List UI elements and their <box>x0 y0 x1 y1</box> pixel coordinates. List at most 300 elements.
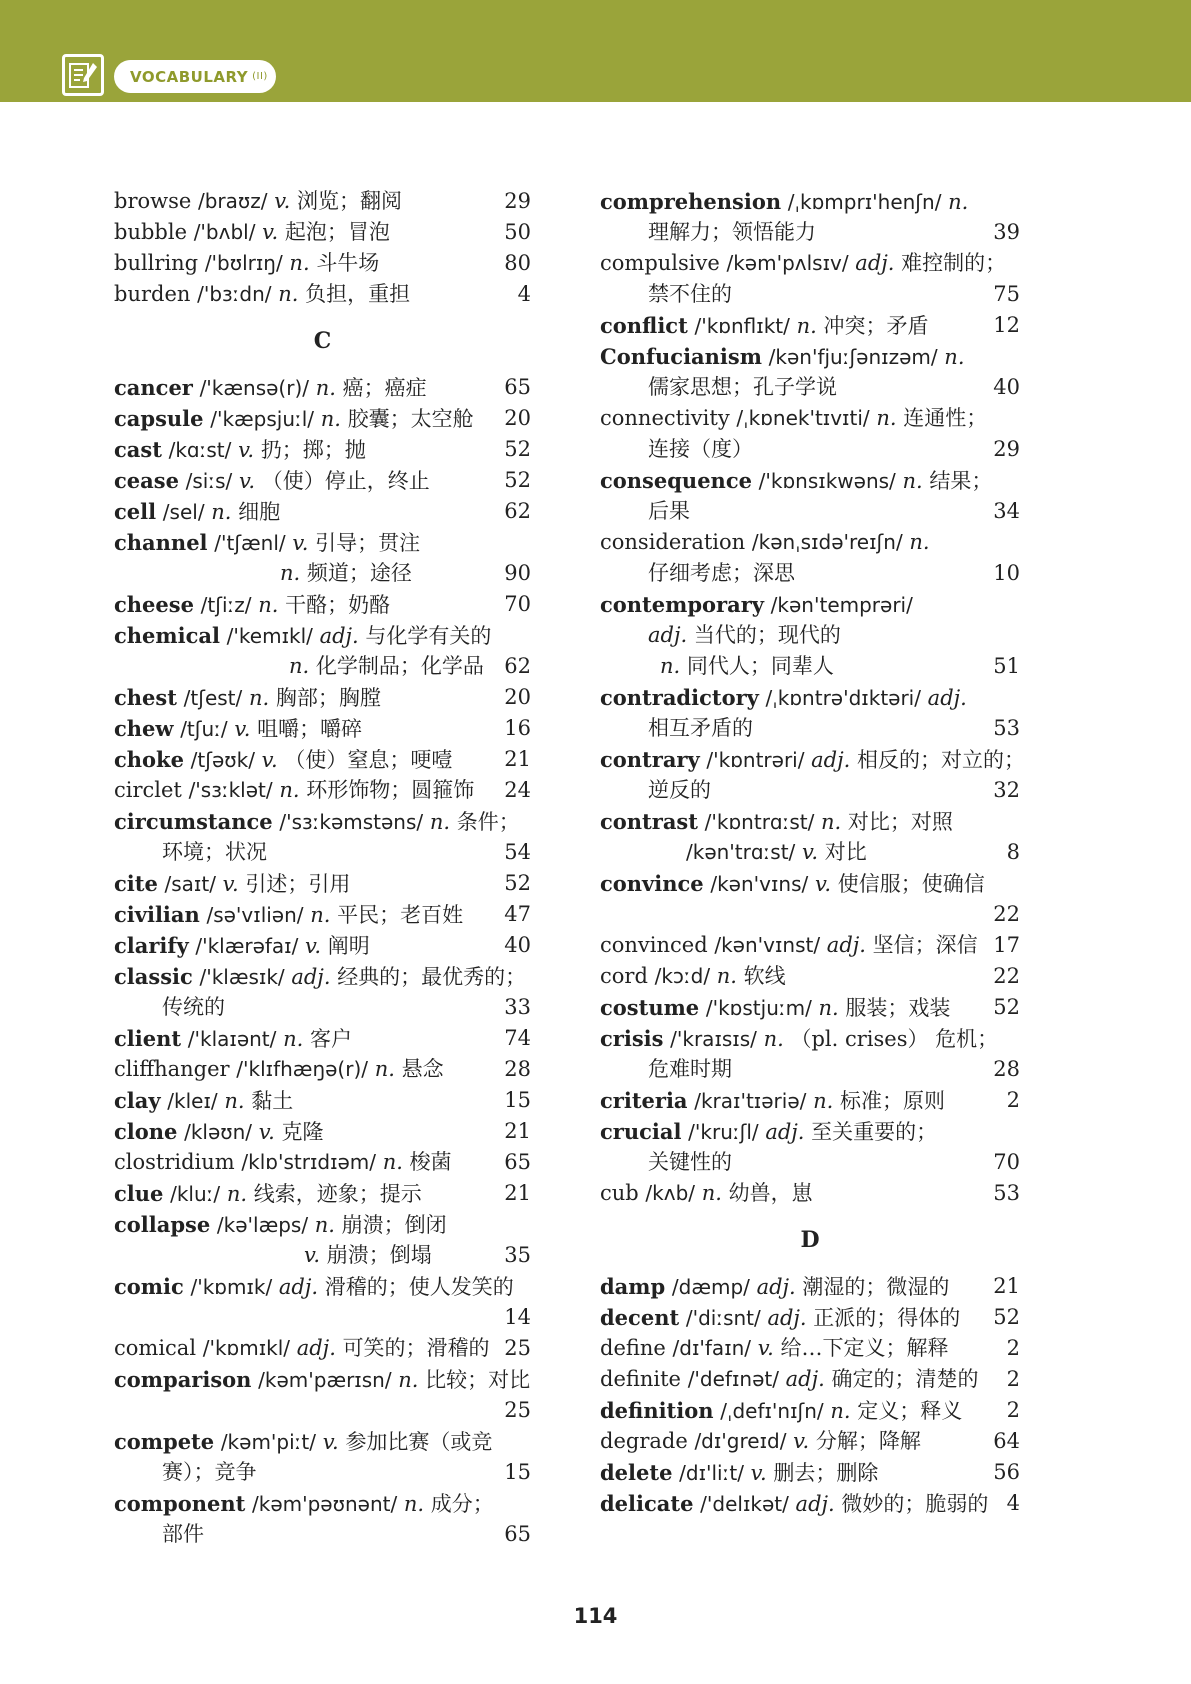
phonetic: /kləʊn/ <box>184 1120 253 1144</box>
phonetic: /dɪ'faɪn/ <box>672 1336 752 1360</box>
headword: browse <box>114 189 192 213</box>
phonetic: /saɪt/ <box>164 872 216 896</box>
definition: （使）停止，终止 <box>261 469 430 493</box>
glossary-entry <box>600 1116 1020 1147</box>
page-ref: 22 <box>993 964 1020 988</box>
part-of-speech: n. <box>821 810 842 834</box>
glossary-entry <box>600 1178 1020 1209</box>
headword: contemporary <box>600 592 764 617</box>
headword: define <box>600 1336 666 1360</box>
definition: 参加比赛（或竞 <box>345 1430 493 1454</box>
page-ref: 70 <box>993 1150 1020 1174</box>
definition: 潮湿的；微湿的 <box>802 1275 950 1299</box>
glossary-entry <box>114 868 531 899</box>
glossary-entry <box>600 682 1020 713</box>
definition: 幼兽，崽 <box>728 1181 813 1205</box>
definition: 平民；老百姓 <box>337 903 464 927</box>
definition: 关键性的 <box>648 1150 732 1174</box>
definition: 干酪；奶酪 <box>285 593 391 617</box>
definition: 冲突；矛盾 <box>823 314 929 338</box>
part-of-speech: v. <box>814 872 832 896</box>
entry-continuation <box>600 620 1020 651</box>
section-heading: C <box>313 328 332 354</box>
headword: chemical <box>114 623 220 648</box>
page-ref: 21 <box>504 747 531 771</box>
definition: 分解；降解 <box>815 1429 921 1453</box>
glossary-entry <box>114 248 531 279</box>
page-ref: 40 <box>993 375 1020 399</box>
glossary-entry <box>114 1116 531 1147</box>
phonetic: /ˌkɒntrə'dɪktəri/ <box>765 686 921 710</box>
glossary-entry <box>600 744 1025 775</box>
part-of-speech: n. <box>314 1213 335 1237</box>
part-of-speech: n. <box>830 1399 851 1423</box>
headword: compulsive <box>600 251 720 275</box>
headword: comprehension <box>600 189 782 214</box>
headword: chew <box>114 716 174 741</box>
headword: component <box>114 1491 246 1516</box>
part-of-speech: v. <box>322 1430 339 1454</box>
definition: 滑稽的；使人发笑的 <box>324 1275 514 1299</box>
part-of-speech: adj. <box>296 1336 336 1360</box>
page-ref: 14 <box>504 1305 531 1329</box>
phonetic: /dɪ'greɪd/ <box>694 1429 787 1453</box>
headword: cord <box>600 964 648 988</box>
page-ref: 52 <box>993 1305 1020 1329</box>
page-ref: 21 <box>504 1181 531 1205</box>
definition: 赛）；竞争 <box>162 1460 257 1484</box>
headword: criteria <box>600 1088 688 1113</box>
page-ref: 90 <box>504 561 531 585</box>
part-of-speech: adj. <box>785 1367 825 1391</box>
page-ref: 12 <box>993 313 1020 337</box>
section-heading: D <box>800 1227 820 1253</box>
page-ref: 52 <box>504 871 531 895</box>
headword: client <box>114 1026 182 1051</box>
page-ref: 28 <box>504 1057 531 1081</box>
page-ref: 29 <box>993 437 1020 461</box>
part-of-speech: n. <box>258 593 279 617</box>
headword: cell <box>114 499 157 524</box>
glossary-entry <box>600 1426 1020 1457</box>
headword: clostridium <box>114 1150 235 1174</box>
glossary-entry <box>600 403 1020 434</box>
definition: 坚信；深信 <box>872 933 978 957</box>
page-ref: 75 <box>993 282 1020 306</box>
glossary-entry <box>114 1023 531 1054</box>
glossary-entry <box>114 1364 531 1395</box>
definition: 黏土 <box>251 1089 294 1113</box>
phonetic: /'kɒnflɪkt/ <box>694 314 790 338</box>
phonetic: /'bɜːdn/ <box>197 282 272 306</box>
page-ref: 47 <box>504 902 531 926</box>
definition: 给…下定义；解释 <box>780 1336 949 1360</box>
glossary-entry <box>600 961 1020 992</box>
definition: 化学制品；化学品 <box>315 654 484 678</box>
page-ref: 62 <box>504 654 531 678</box>
phonetic: /kɔːd/ <box>654 964 711 988</box>
phonetic: /'kemɪkl/ <box>226 624 313 648</box>
headword: clue <box>114 1181 164 1206</box>
right-column <box>600 186 1025 1519</box>
definition: 当代的；现代的 <box>693 623 841 647</box>
part-of-speech: v. <box>750 1461 767 1485</box>
glossary-entry <box>114 279 531 310</box>
glossary-entry <box>114 682 531 713</box>
page-ref: 34 <box>993 499 1020 523</box>
headword: connectivity <box>600 406 730 430</box>
part-of-speech: adj. <box>756 1275 796 1299</box>
entry-continuation <box>600 558 1020 589</box>
section-label-suffix: (II) <box>252 71 268 82</box>
entry-continuation <box>600 713 1020 744</box>
definition: 悬念 <box>401 1057 444 1081</box>
part-of-speech: adj. <box>795 1492 835 1516</box>
part-of-speech: n. <box>944 345 965 369</box>
glossary-entry <box>114 589 531 620</box>
phonetic: /kleɪ/ <box>167 1089 218 1113</box>
glossary-entry <box>114 775 531 806</box>
phonetic: /tʃest/ <box>183 686 243 710</box>
page-ref: 65 <box>504 1150 531 1174</box>
part-of-speech: v. <box>793 1429 810 1453</box>
glossary-entry <box>114 1147 531 1178</box>
headword: contrast <box>600 809 698 834</box>
headword: chest <box>114 685 177 710</box>
part-of-speech: n. <box>315 376 336 400</box>
glossary-entry <box>114 1333 531 1364</box>
part-of-speech: n. <box>818 996 839 1020</box>
phonetic: /'klaɪənt/ <box>187 1027 277 1051</box>
phonetic: /'kɒmɪk/ <box>190 1275 273 1299</box>
definition: 频道；途径 <box>306 561 412 585</box>
glossary-entry <box>600 341 1020 372</box>
phonetic: /ˌkɒmprɪ'henʃn/ <box>787 190 942 214</box>
part-of-speech: n. <box>902 469 923 493</box>
part-of-speech: adj. <box>927 686 967 710</box>
glossary-entry <box>114 527 531 558</box>
page-ref: 80 <box>504 251 531 275</box>
phonetic: /klɒ'strɪdɪəm/ <box>241 1150 377 1174</box>
phonetic: /kən'temprəri/ <box>770 593 913 617</box>
definition: 逆反的 <box>648 778 711 802</box>
definition: 斗牛场 <box>316 251 380 275</box>
definition: 对比；对照 <box>847 810 953 834</box>
definition: 同代人；同辈人 <box>686 654 834 678</box>
part-of-speech: n. <box>813 1089 834 1113</box>
phonetic: /tʃuː/ <box>180 717 228 741</box>
phonetic: /siːs/ <box>185 469 233 493</box>
part-of-speech: adj. <box>855 251 895 275</box>
page-ref: 16 <box>504 716 531 740</box>
definition: 相互矛盾的 <box>648 716 753 740</box>
definition: 危难时期 <box>648 1057 732 1081</box>
headword: definition <box>600 1398 714 1423</box>
phonetic: /'tʃænl/ <box>214 531 286 555</box>
phonetic: /'kruːʃl/ <box>688 1120 759 1144</box>
definition: 梭菌 <box>409 1150 452 1174</box>
entry-continuation <box>600 651 1020 682</box>
page-ref: 70 <box>504 592 531 616</box>
phonetic: /'kɒntrɑːst/ <box>704 810 815 834</box>
page-ref: 53 <box>993 716 1020 740</box>
definition: （使）窒息；哽噎 <box>284 748 453 772</box>
headword: consequence <box>600 468 752 493</box>
definition: 环形饰物；圆箍饰 <box>306 778 475 802</box>
page-ref: 4 <box>517 282 531 306</box>
phonetic: /sə'vɪliən/ <box>206 903 304 927</box>
headword: clone <box>114 1119 178 1144</box>
entry-continuation <box>114 1519 531 1550</box>
glossary-entry <box>600 868 1020 899</box>
page-ref: 35 <box>504 1243 531 1267</box>
headword: convinced <box>600 933 708 957</box>
part-of-speech: v. <box>258 1120 275 1144</box>
phonetic: /'kænsə(r)/ <box>199 376 309 400</box>
part-of-speech: adj. <box>811 748 851 772</box>
headword: cancer <box>114 375 193 400</box>
glossary-entry <box>600 589 1020 620</box>
part-of-speech: adj. <box>767 1306 807 1330</box>
section-label-text: VOCABULARY <box>130 67 249 86</box>
glossary-entry <box>114 403 531 434</box>
headword: choke <box>114 747 184 772</box>
glossary-entry <box>114 744 531 775</box>
definition: 经典的；最优秀的； <box>337 965 527 989</box>
headword: capsule <box>114 406 204 431</box>
glossary-entry <box>114 899 531 930</box>
headword: definite <box>600 1367 681 1391</box>
glossary-entry <box>114 465 531 496</box>
headword: convince <box>600 871 704 896</box>
definition: 阐明 <box>327 934 370 958</box>
entry-continuation <box>600 1054 1020 1085</box>
page-ref: 24 <box>504 778 531 802</box>
phonetic: /kən'vɪnst/ <box>714 933 821 957</box>
glossary-entry <box>114 1426 531 1457</box>
headword: cease <box>114 468 179 493</box>
phonetic: /'defɪnət/ <box>687 1367 779 1391</box>
phonetic: /'sɜːklət/ <box>188 778 273 802</box>
entry-continuation <box>600 279 1020 310</box>
glossary-entry <box>600 186 1020 217</box>
definition: 细胞 <box>238 500 281 524</box>
definition: 客户 <box>309 1027 352 1051</box>
page-ref: 54 <box>504 840 531 864</box>
part-of-speech: n. <box>701 1181 722 1205</box>
left-column <box>114 186 531 1550</box>
definition: 仔细考虑；深思 <box>648 561 795 585</box>
definition: 咀嚼；嚼碎 <box>257 717 363 741</box>
headword: crucial <box>600 1119 682 1144</box>
part-of-speech: n. <box>280 561 301 585</box>
phonetic: /braʊz/ <box>198 189 268 213</box>
page-ref: 25 <box>504 1336 531 1360</box>
definition: 禁不住的 <box>648 282 732 306</box>
phonetic: /dæmp/ <box>671 1275 750 1299</box>
definition: 至关重要的； <box>811 1120 938 1144</box>
part-of-speech: v. <box>222 872 239 896</box>
definition: 服装；戏装 <box>845 996 951 1020</box>
page-ref: 25 <box>504 1398 531 1422</box>
page-ref: 33 <box>504 995 531 1019</box>
part-of-speech: n. <box>909 530 930 554</box>
page-ref: 2 <box>1006 1336 1020 1360</box>
page-ref: 28 <box>993 1057 1020 1081</box>
part-of-speech: v. <box>274 189 291 213</box>
page-ref: 64 <box>993 1429 1020 1453</box>
part-of-speech: n. <box>763 1027 784 1051</box>
page-ref: 32 <box>993 778 1020 802</box>
headword: damp <box>600 1274 666 1299</box>
entry-continuation <box>600 899 1020 930</box>
page-ref: 74 <box>504 1026 531 1050</box>
part-of-speech: n. <box>429 810 451 834</box>
part-of-speech: n. <box>320 407 341 431</box>
definition: 起泡；冒泡 <box>284 220 390 244</box>
phonetic: /sel/ <box>162 500 205 524</box>
headword: classic <box>114 964 193 989</box>
definition: 负担，重担 <box>305 282 411 306</box>
entry-continuation <box>114 651 531 682</box>
glossary-entry <box>114 1271 531 1302</box>
part-of-speech: n. <box>660 654 681 678</box>
definition: 崩溃；倒塌 <box>326 1243 432 1267</box>
part-of-speech: n. <box>211 500 232 524</box>
part-of-speech: n. <box>279 778 300 802</box>
part-of-speech: n. <box>382 1150 403 1174</box>
glossary-entry <box>114 1488 531 1519</box>
definition: 部件 <box>162 1522 204 1546</box>
definition: 定义；释义 <box>857 1399 963 1423</box>
entry-continuation <box>114 1302 531 1333</box>
part-of-speech: adj. <box>765 1120 805 1144</box>
entry-continuation <box>600 496 1020 527</box>
definition: 使信服；使确信 <box>837 872 985 896</box>
page-ref: 21 <box>504 1119 531 1143</box>
part-of-speech: adj. <box>291 965 331 989</box>
definition: 软线 <box>743 964 786 988</box>
glossary-entry <box>600 465 1020 496</box>
headword: cheese <box>114 592 194 617</box>
phonetic: /'sɜːkəmstəns/ <box>279 810 424 834</box>
phonetic: /dɪ'liːt/ <box>679 1461 744 1485</box>
glossary-entry <box>114 217 531 248</box>
glossary-entry <box>114 1085 531 1116</box>
headword: clarify <box>114 933 189 958</box>
page-ref: 65 <box>504 1522 531 1546</box>
definition: 成分； <box>430 1492 494 1516</box>
phonetic: /'delɪkət/ <box>700 1492 789 1516</box>
phonetic: /'kɒntrəri/ <box>706 748 805 772</box>
part-of-speech: adj. <box>826 933 866 957</box>
phonetic: /ˌdefɪ'nɪʃn/ <box>720 1399 824 1423</box>
definition: 删去；删除 <box>773 1461 879 1485</box>
glossary-entry <box>600 248 1020 279</box>
part-of-speech: n. <box>248 686 270 710</box>
notebook-pencil-icon <box>62 54 104 96</box>
glossary-entry <box>600 1457 1020 1488</box>
page-number: 114 <box>573 1604 618 1628</box>
part-of-speech: v. <box>292 531 309 555</box>
phonetic: /'kɒnsɪkwəns/ <box>758 469 896 493</box>
entry-continuation <box>114 1240 531 1271</box>
page-ref: 52 <box>504 437 531 461</box>
definition: 崩溃；倒闭 <box>341 1213 447 1237</box>
section-label <box>114 60 276 93</box>
headword: comic <box>114 1274 184 1299</box>
headword: costume <box>600 995 700 1020</box>
glossary-entry <box>114 496 531 527</box>
glossary-entry <box>600 1023 1020 1054</box>
headword: circlet <box>114 778 182 802</box>
part-of-speech: n. <box>403 1492 425 1516</box>
definition: 微妙的；脆弱的 <box>841 1492 989 1516</box>
glossary-entry <box>600 1302 1020 1333</box>
page-ref: 17 <box>993 933 1020 957</box>
glossary-entry <box>600 806 1020 837</box>
headword: degrade <box>600 1429 688 1453</box>
definition: 相反的；对立的； <box>857 748 1025 772</box>
definition: 胶囊；太空舱 <box>347 407 474 431</box>
page-ref: 51 <box>993 654 1020 678</box>
phonetic: /ˌkɒnek'tɪvɪti/ <box>736 406 870 430</box>
headword: bubble <box>114 220 187 244</box>
page-ref: 40 <box>504 933 531 957</box>
definition: 难控制的； <box>901 251 1007 275</box>
page-header <box>0 0 1191 102</box>
page-ref: 15 <box>504 1088 531 1112</box>
headword: delicate <box>600 1491 694 1516</box>
page-ref: 4 <box>1006 1491 1020 1515</box>
definition: 与化学有关的 <box>365 624 492 648</box>
definition: 对比 <box>824 840 867 864</box>
definition: 结果； <box>929 469 993 493</box>
headword: consideration <box>600 530 746 554</box>
glossary-entry <box>114 372 531 403</box>
part-of-speech: n. <box>374 1057 395 1081</box>
page-ref: 8 <box>1006 840 1020 864</box>
glossary-entry <box>600 310 1020 341</box>
page-ref: 52 <box>504 468 531 492</box>
definition: 胸部；胸膛 <box>275 686 381 710</box>
part-of-speech: v. <box>262 220 279 244</box>
definition: 正派的；得体的 <box>813 1306 961 1330</box>
phonetic: /kɑːst/ <box>168 438 232 462</box>
headword: comical <box>114 1336 197 1360</box>
headword: conflict <box>600 313 688 338</box>
definition: 癌；癌症 <box>342 376 427 400</box>
phonetic: /kə'læps/ <box>216 1213 309 1237</box>
headword: decent <box>600 1305 680 1330</box>
part-of-speech: v. <box>757 1336 774 1360</box>
page-ref: 2 <box>1006 1088 1020 1112</box>
page-ref: 15 <box>504 1460 531 1484</box>
glossary-entry <box>600 1395 1020 1426</box>
headword: burden <box>114 282 191 306</box>
phonetic: /kən'fjuːʃənɪzəm/ <box>768 345 938 369</box>
definition: 后果 <box>648 499 690 523</box>
phonetic: /'klæsɪk/ <box>199 965 285 989</box>
glossary-entry <box>114 620 531 651</box>
headword: cast <box>114 437 162 462</box>
definition: 确定的；清楚的 <box>831 1367 979 1391</box>
definition: 标准；原则 <box>839 1089 945 1113</box>
glossary-entry <box>600 930 1020 961</box>
definition: 儒家思想；孔子学说 <box>648 375 837 399</box>
page-ref: 2 <box>1006 1398 1020 1422</box>
headword: compete <box>114 1429 215 1454</box>
